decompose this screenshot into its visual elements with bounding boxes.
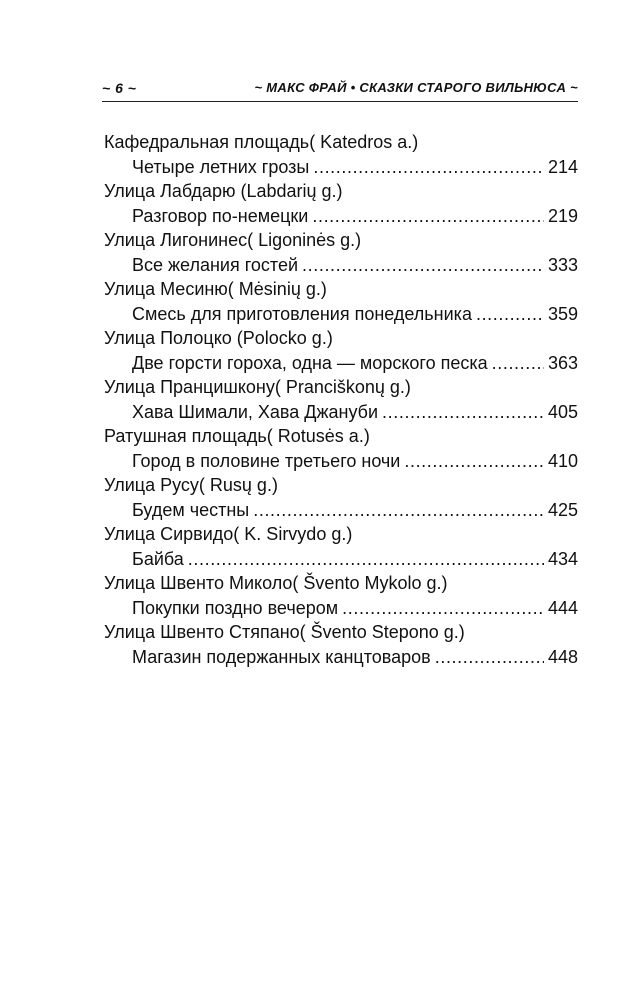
toc-entry-page: 405 xyxy=(547,401,578,422)
toc-section xyxy=(104,228,578,277)
leader-dots xyxy=(253,498,544,523)
toc-street: Улица Полоцко (Polocko g.) xyxy=(104,328,333,348)
toc-entry-page: 333 xyxy=(547,254,578,275)
leader-dots xyxy=(342,596,544,621)
toc-entry-page: 425 xyxy=(547,499,578,520)
leader-dots xyxy=(312,204,544,229)
toc-entry[interactable] xyxy=(104,204,578,229)
toc-street: Улица Месиню( Mėsinių g.) xyxy=(104,279,327,299)
toc-entry-page: 219 xyxy=(547,205,578,226)
toc-entry-page: 363 xyxy=(547,352,578,373)
running-header xyxy=(102,80,578,100)
toc-entry[interactable] xyxy=(104,547,578,572)
leader-dots xyxy=(188,547,544,572)
toc-street: Кафедральная площадь( Katedros a.) xyxy=(104,132,419,152)
toc-section xyxy=(104,179,578,228)
toc-entry-page: 214 xyxy=(547,156,578,177)
leader-dots xyxy=(435,645,544,670)
toc-entry-title: Хава Шимали, Хава Джануби xyxy=(132,401,379,422)
toc-section xyxy=(104,375,578,424)
toc-entry-title: Байба xyxy=(132,548,184,569)
toc-street: Улица Швенто Миколо( Švento Mykolo g.) xyxy=(104,573,448,593)
toc-street: Улица Лигонинес( Ligoninės g.) xyxy=(104,230,362,250)
toc-entry[interactable] xyxy=(104,645,578,670)
toc-section xyxy=(104,277,578,326)
toc-section xyxy=(104,326,578,375)
toc-entry-title: Две горсти гороха, одна — морского песка xyxy=(132,352,488,373)
toc-street: Улица Сирвидо( K. Sirvydo g.) xyxy=(104,524,353,544)
toc-entry[interactable] xyxy=(104,498,578,523)
running-title: ~ МАКС ФРАЙ • СКАЗКИ СТАРОГО ВИЛЬНЮСА ~ xyxy=(254,80,578,95)
toc-street: Ратушная площадь( Rotusės a.) xyxy=(104,426,370,446)
leader-dots xyxy=(476,302,544,327)
toc-entry-page: 444 xyxy=(547,597,578,618)
leader-dots xyxy=(492,351,544,376)
toc-section xyxy=(104,473,578,522)
leader-dots xyxy=(404,449,544,474)
toc-entry-title: Смесь для приготовления понедельника xyxy=(132,303,472,324)
toc-section xyxy=(104,620,578,669)
table-of-contents xyxy=(104,130,578,669)
toc-section xyxy=(104,571,578,620)
toc-entry-page: 359 xyxy=(547,303,578,324)
leader-dots xyxy=(382,400,544,425)
toc-street: Улица Пранцишкону( Pranciškonų g.) xyxy=(104,377,411,397)
page-number: ~ 6 ~ xyxy=(102,80,137,96)
toc-entry-title: Магазин подержанных канцтоваров xyxy=(132,646,431,667)
toc-entry-page: 410 xyxy=(547,450,578,471)
toc-section xyxy=(104,424,578,473)
toc-entry[interactable] xyxy=(104,155,578,180)
toc-entry[interactable] xyxy=(104,302,578,327)
toc-entry[interactable] xyxy=(104,596,578,621)
toc-section xyxy=(104,130,578,179)
toc-entry-title: Город в половине третьего ночи xyxy=(132,450,401,471)
toc-entry[interactable] xyxy=(104,449,578,474)
toc-entry[interactable] xyxy=(104,351,578,376)
toc-entry-title: Четыре летних грозы xyxy=(132,156,310,177)
leader-dots xyxy=(302,253,544,278)
toc-entry-title: Разговор по-немецки xyxy=(132,205,309,226)
toc-entry-page: 448 xyxy=(547,646,578,667)
toc-entry-title: Будем честны xyxy=(132,499,250,520)
toc-entry-title: Все желания гостей xyxy=(132,254,299,275)
toc-entry[interactable] xyxy=(104,400,578,425)
toc-entry-title: Покупки поздно вечером xyxy=(132,597,339,618)
header-rule xyxy=(102,101,578,102)
toc-street: Улица Лабдарю (Labdarių g.) xyxy=(104,181,343,201)
toc-street: Улица Русу( Rusų g.) xyxy=(104,475,278,495)
leader-dots xyxy=(313,155,544,180)
toc-section xyxy=(104,522,578,571)
toc-entry[interactable] xyxy=(104,253,578,278)
toc-entry-page: 434 xyxy=(547,548,578,569)
toc-street: Улица Швенто Стяпано( Švento Stepono g.) xyxy=(104,622,465,642)
